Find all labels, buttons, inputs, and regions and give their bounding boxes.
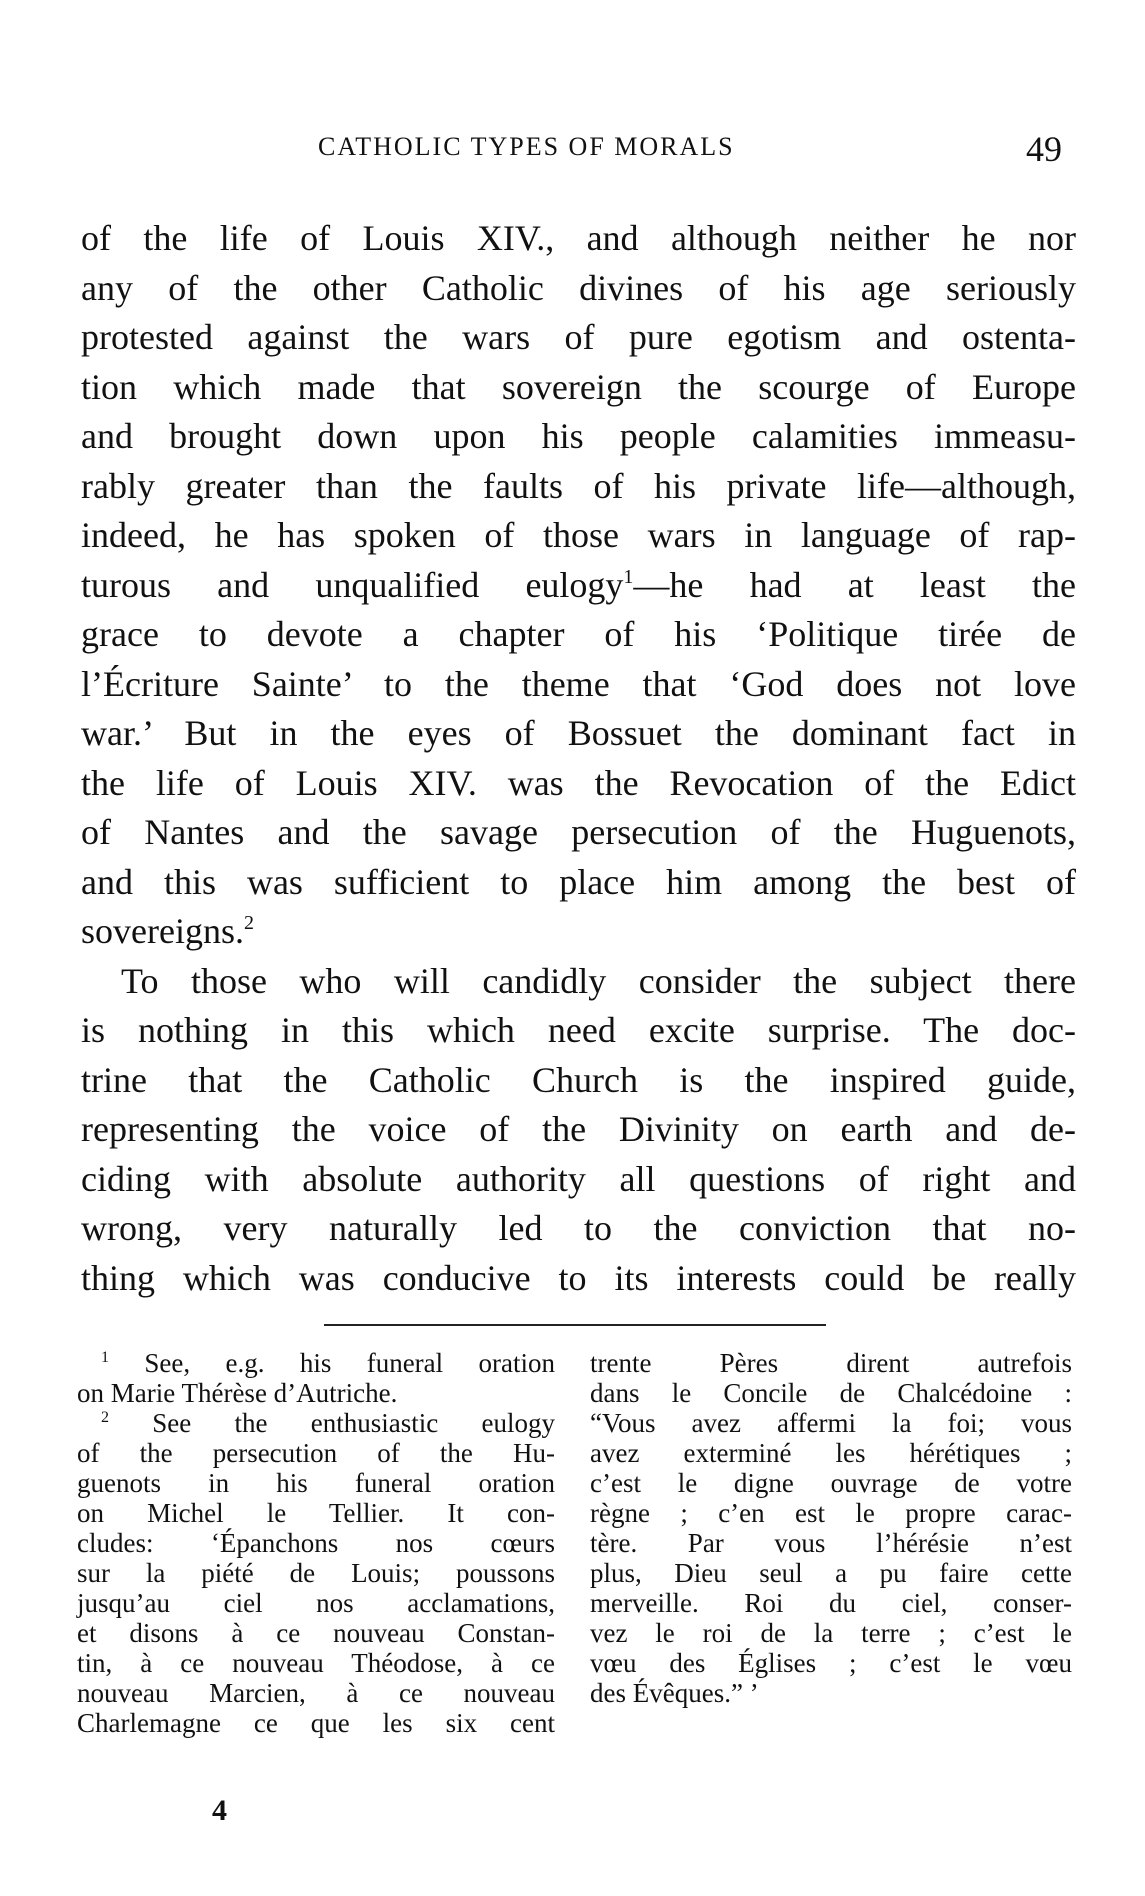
footnote-line: sur la piété de Louis; poussons — [77, 1558, 555, 1588]
text-line: indeed, he has spoken of those wars in language of rap- — [81, 515, 1076, 555]
footnote-line: et disons à ce nouveau Constan- — [77, 1618, 555, 1648]
footnote-line: of the persecution of the Hu- — [77, 1438, 555, 1468]
text-line: thing which was conducive to its interests could be really — [81, 1257, 1076, 1298]
footnote-line: on Michel le Tellier. It con- — [77, 1498, 555, 1528]
text-line: and brought down upon his people calamities immeasu- — [81, 416, 1076, 456]
footnote-line: trente Pères dirent autrefois — [590, 1348, 1072, 1378]
text-line: l’Écriture Sainte’ to the theme that ‘God does not love — [81, 663, 1076, 704]
text-line: is nothing in this which need excite surprise. The doc- — [81, 1010, 1076, 1050]
text-line: grace to devote a chapter of his ‘Politique tirée de — [81, 614, 1076, 654]
text-line: of the life of Louis XIV., and although neither he nor — [81, 218, 1076, 258]
text-line: representing the voice of the Divinity on earth and de- — [81, 1109, 1076, 1149]
footnote-line: “Vous avez affermi la foi; vous — [590, 1408, 1072, 1438]
footnote-ref-2: 2 — [243, 912, 254, 934]
footnote-line: jusqu’au ciel nos acclamations, — [77, 1588, 555, 1618]
footnote-ref-1: 1 — [623, 565, 634, 588]
signature-mark: 4 — [212, 1794, 227, 1827]
page-number: 49 — [1026, 129, 1062, 169]
footnote-line: tin, à ce nouveau Théodose, à ce — [77, 1648, 555, 1678]
footnote-line: plus, Dieu seul a pu faire cette — [590, 1558, 1072, 1588]
running-head — [0, 128, 1145, 178]
footnote-line — [77, 1348, 555, 1378]
text-line: war.’ But in the eyes of Bossuet the dominant fact in — [81, 713, 1076, 753]
footnotes-right-column — [590, 1348, 1072, 1708]
footnote-line: c’est le digne ouvrage de votre — [590, 1468, 1072, 1498]
footnote-line: des Évêques.” ’ — [590, 1678, 759, 1708]
footnote-line — [77, 1408, 555, 1438]
footnote-line: vez le roi de la terre ; c’est le — [590, 1618, 1072, 1648]
text-line: protested against the wars of pure egotism and ostenta- — [81, 317, 1076, 357]
text-fragment: turous and unqualified eulogy — [81, 564, 624, 605]
text-line: tion which made that sovereign the scourge of Europe — [81, 366, 1076, 407]
footnote-line: règne ; c’en est le propre carac- — [590, 1498, 1072, 1528]
footnote-line: vœu des Églises ; c’est le vœu — [590, 1648, 1072, 1678]
footnote-mark-1: 1 — [101, 1349, 109, 1366]
footnote-line: cludes: ‘Épanchons nos cœurs — [77, 1528, 555, 1558]
footnote-line: nouveau Marcien, à ce nouveau — [77, 1678, 555, 1708]
footnote-divider — [324, 1324, 826, 1326]
paragraph-start: To those who will candidly consider the subject there — [121, 960, 1076, 1001]
footnote-line: dans le Concile de Chalcédoine : — [590, 1378, 1072, 1408]
text-line — [81, 907, 1076, 957]
footnote-line: on Marie Thérèse d’Autriche. — [77, 1378, 398, 1408]
text-line: ciding with absolute authority all questions of right and — [81, 1158, 1076, 1199]
text-line — [81, 561, 1076, 611]
page-title: CATHOLIC TYPES OF MORALS — [318, 132, 735, 161]
footnote-mark-2: 2 — [101, 1409, 109, 1426]
footnotes-left-column — [77, 1348, 555, 1738]
footnote-text: See the enthusiastic eulogy — [152, 1408, 555, 1438]
footnote-line: merveille. Roi du ciel, conser- — [590, 1588, 1072, 1618]
text-line: any of the other Catholic divines of his age seriously — [81, 267, 1076, 308]
text-line: the life of Louis XIV. was the Revocation of the Edict — [81, 762, 1076, 803]
footnote-line: Charlemagne ce que les six cent — [77, 1708, 555, 1738]
text-line: rably greater than the faults of his private life—although, — [81, 465, 1076, 506]
text-line: and this was sufficient to place him among the best of — [81, 861, 1076, 902]
footnote-text: See, e.g. his funeral oration — [144, 1348, 556, 1378]
main-text — [81, 214, 1076, 1303]
footnote-line: tère. Par vous l’hérésie n’est — [590, 1528, 1072, 1558]
text-line: trine that the Catholic Church is the inspired guide, — [81, 1059, 1076, 1100]
footnote-line: guenots in his funeral oration — [77, 1468, 555, 1498]
text-fragment: —he had at least the — [633, 564, 1076, 605]
text-line: wrong, very naturally led to the conviction that no- — [81, 1208, 1076, 1248]
text-line: of Nantes and the savage persecution of the Huguenots, — [81, 812, 1076, 852]
text-fragment: sovereigns. — [81, 911, 244, 951]
footnote-line: avez exterminé les hérétiques ; — [590, 1438, 1072, 1468]
